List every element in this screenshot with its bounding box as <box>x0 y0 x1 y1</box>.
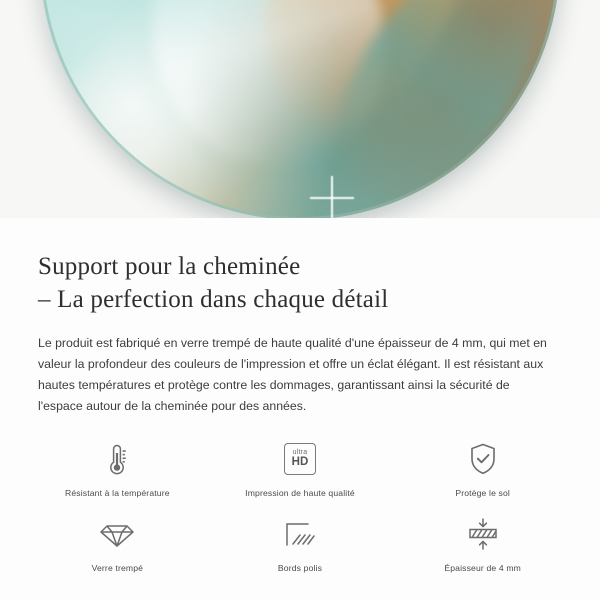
feature-thickness-4mm <box>391 512 574 573</box>
shield-check-icon <box>467 437 499 481</box>
page-title <box>38 250 562 317</box>
feature-floor-protection <box>391 437 574 498</box>
teal-streak <box>297 0 560 218</box>
feature-tempered-glass <box>26 512 209 573</box>
glass-edge-rim <box>40 0 560 218</box>
page-title-line-1: Support pour la cheminée <box>38 253 301 280</box>
hero-image <box>0 0 600 218</box>
feature-label: Bords polis <box>277 563 323 574</box>
text-content <box>0 218 600 417</box>
white-streak <box>120 0 419 197</box>
feature-label: Impression de haute qualité <box>245 488 355 499</box>
diamond-icon <box>99 512 135 556</box>
ultra-hd-badge-top: ultra <box>292 449 308 457</box>
page-title-line-2: – La perfection dans chaque détail <box>38 286 389 314</box>
glass-panel-image <box>40 0 560 218</box>
feature-label: Résistant à la température <box>64 488 170 499</box>
ultra-hd-icon <box>284 437 316 481</box>
feature-grid <box>0 437 600 574</box>
feature-polished-edges <box>209 512 392 573</box>
product-description: Le produit est fabriqué en verre trempé de haute qualité d'une épaisseur de 4 mm, qui met en valeur la profondeur des couleurs de l'impression et offre un éclat élégant. Il est résistant aux hautes températures et protège contre les dommages, garantissant ainsi la sécurité de l'espace autour de la cheminée pour des années. <box>38 335 547 413</box>
feature-label: Protège le sol <box>455 488 510 499</box>
feature-label: Épaisseur de 4 mm <box>444 563 521 574</box>
thermometer-icon <box>102 437 132 481</box>
polished-edges-icon <box>283 512 317 556</box>
gold-streak <box>226 0 513 156</box>
thickness-arrows-icon <box>463 512 503 556</box>
feature-label: Verre trempé <box>91 563 144 574</box>
feature-temperature-resistant <box>26 437 209 498</box>
feature-high-quality-print <box>209 437 392 498</box>
ultra-hd-badge-bottom: HD <box>291 456 309 469</box>
